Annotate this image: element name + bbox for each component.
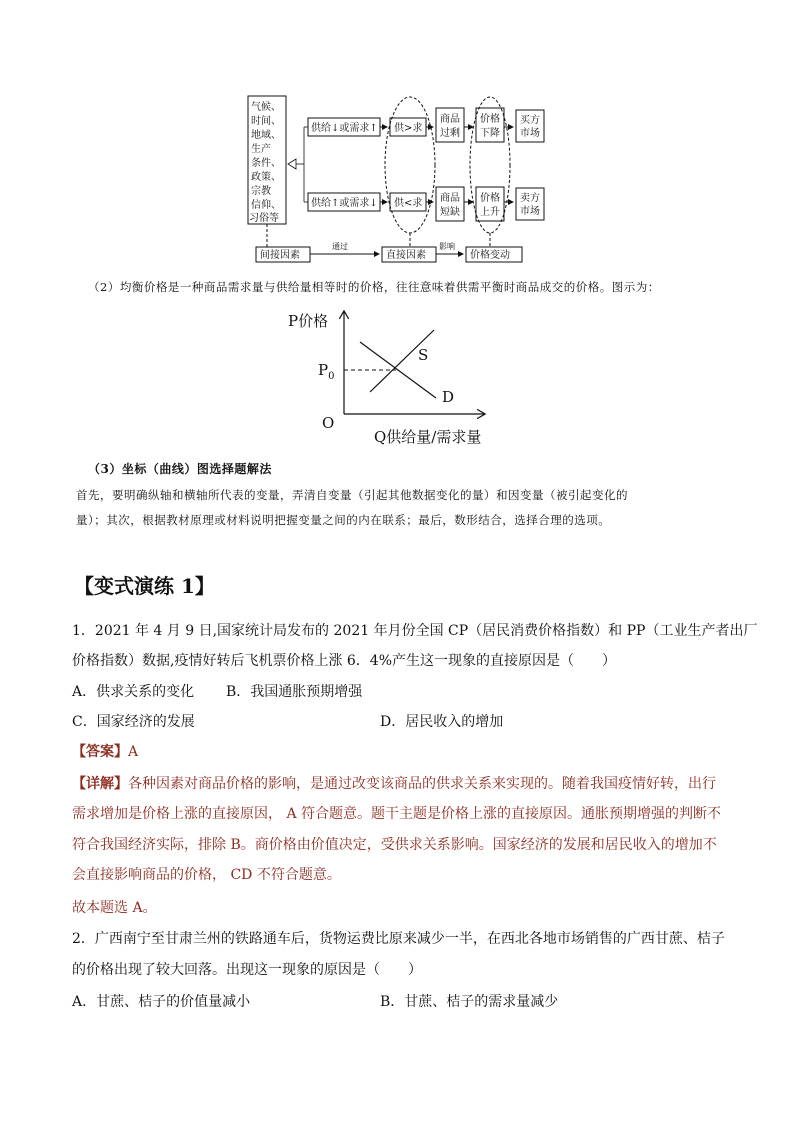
factor-line: 政策、: [251, 172, 281, 183]
graph-method-line: 量）；其次，根据教材原理或材料说明把握变量之间的内在联系；最后，数形结合，选择合理的选项。: [76, 513, 611, 527]
factor-line: 时间、: [251, 116, 281, 127]
detail-tag: 【详解】: [72, 776, 128, 792]
bottom-supply-lt-demand-label: 供<求: [394, 198, 423, 209]
supply-label: S: [418, 346, 429, 364]
bottom-price-label: 价格: [480, 193, 500, 204]
factor-line: 宗教: [251, 186, 271, 197]
section-title: 【变式演练 1】: [74, 574, 215, 598]
via-label: 通过: [332, 242, 348, 251]
price-change-label: 价格变动: [470, 250, 510, 261]
factor-line: 条件、: [251, 158, 281, 169]
factor-line: 信仰、: [251, 200, 281, 211]
top-price-label: 价格: [480, 114, 500, 125]
q1-detail-line: 需求增加是价格上涨的直接原因， A 符合题意。题干主题是价格上涨的直接原因。通胀预期增强的判断不: [72, 806, 722, 822]
bottom-market-label: 市场: [520, 206, 540, 217]
factor-line: 地域、: [251, 130, 281, 141]
top-market-label: 市场: [520, 128, 540, 139]
factor-line: 习俗等: [249, 213, 279, 224]
q2-option-b: B．甘蔗、桔子的需求量减少: [380, 994, 559, 1010]
demand-label: D: [442, 388, 455, 406]
q1-stem-line: 1．2021 年 4 月 9 日,国家统计局发布的 2021 年月份全国 CP（居民消费价格指数）和 PP（工业生产者出厂: [72, 623, 758, 639]
bottom-cause-label: 供给↑或需求↓: [311, 198, 378, 209]
q1-option-a: A．供求关系的变化: [72, 684, 195, 700]
q1-detail-line: [72, 773, 716, 793]
equilibrium-graph: [284, 304, 524, 452]
q1-detail-line: 会直接影响商品的价格， CD 不符合题意。: [72, 867, 341, 883]
p0-label: $P_0$: [318, 361, 335, 382]
direct-factor-ellipse: [385, 97, 435, 233]
indirect-factor-label: 间接因素: [260, 250, 300, 261]
y-axis-label: P价格: [288, 312, 329, 330]
q2-option-a: A．甘蔗、桔子的价值量减小: [72, 994, 251, 1010]
factor-line: 气候、: [251, 102, 281, 113]
equilibrium-paragraph: （2）均衡价格是一种商品需求量与供给量相等时的价格，往往意味着供需平衡时商品成交的价格。图示为：: [88, 280, 660, 294]
q2-stem-line: 2．广西南宁至甘肃兰州的铁路通车后，货物运费比原来减少一半，在西北各地市场销售的广西甘蔗、桔子: [72, 931, 725, 947]
bottom-shortage-label: 商品: [440, 193, 460, 204]
origin-label: O: [322, 414, 335, 432]
q1-option-d: D．居民收入的增加: [380, 714, 504, 730]
q1-detail-line: 符合我国经济实际，排除 B。商价格由价值决定，受供求关系影响。国家经济的发展和居民收入的增加不: [72, 837, 717, 853]
q1-answer: [72, 741, 138, 761]
bottom-market-label: 卖方: [520, 193, 540, 204]
top-surplus-label: 商品: [440, 114, 460, 125]
top-price-label: 下降: [480, 128, 500, 139]
factor-line: 生产: [251, 144, 271, 155]
bottom-price-label: 上升: [480, 207, 500, 218]
top-cause-label: 供给↓或需求↑: [311, 123, 378, 134]
supply-demand-flowchart: [240, 92, 560, 264]
top-market-label: 买方: [520, 115, 540, 126]
answer-tag: 【答案】: [72, 744, 128, 760]
bottom-shortage-label: 短缺: [440, 207, 460, 218]
q2-stem-line: 的价格出现了较大回落。出现这一现象的原因是（ ）: [72, 962, 422, 978]
q1-conclusion: 故本题选 A。: [72, 900, 157, 916]
q1-option-c: C．国家经济的发展: [72, 714, 195, 730]
detail-text: 各种因素对商品价格的影响，是通过改变该商品的供求关系来实现的。随着我国疫情好转，出行: [128, 776, 716, 792]
top-supply-gt-demand-label: 供>求: [394, 123, 423, 134]
x-axis-label: Q供给量/需求量: [374, 428, 482, 446]
affect-label: 影响: [439, 242, 455, 251]
top-surplus-label: 过剩: [440, 128, 460, 139]
q1-stem-line: 价格指数）数据,疫情好转后飞机票价格上涨 6．4%产生这一现象的直接原因是（ ）: [72, 653, 617, 669]
graph-method-heading: （3）坐标（曲线）图选择题解法: [88, 462, 272, 476]
direct-factor-label: 直接因素: [386, 250, 426, 261]
graph-method-line: 首先，要明确纵轴和横轴所代表的变量，弄清自变量（引起其他数据变化的量）和因变量（被引起变化的: [76, 488, 628, 502]
q1-option-b: B．我国通胀预期增强: [226, 684, 363, 700]
answer-value: A: [128, 744, 139, 760]
